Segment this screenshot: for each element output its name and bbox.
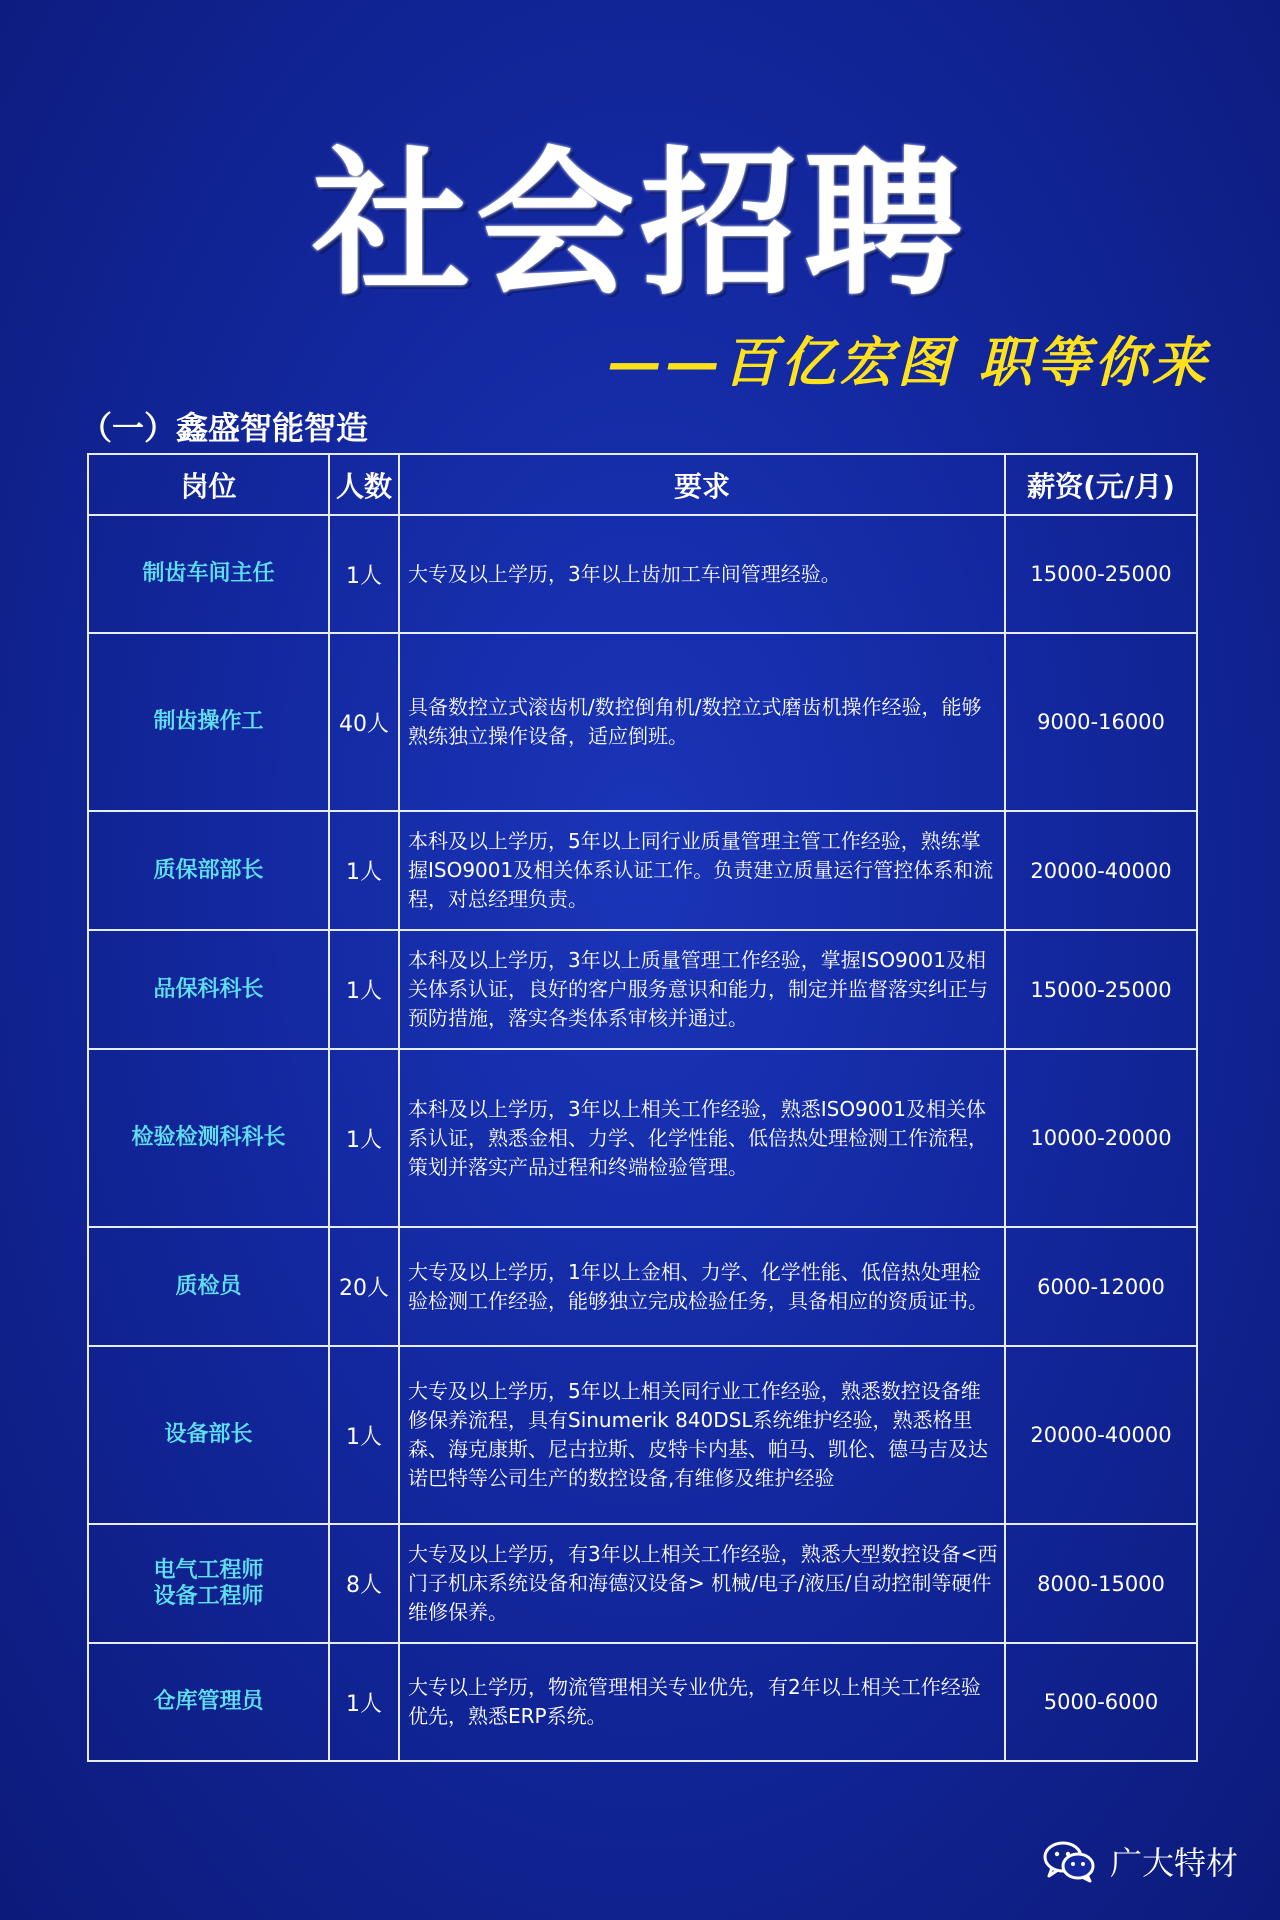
count-cell: 40人: [329, 633, 399, 811]
table-row: [88, 1227, 1197, 1346]
header-requirement: 要求: [399, 454, 1005, 515]
position-cell: 制齿车间主任: [88, 515, 329, 633]
count-cell: 1人: [329, 1643, 399, 1761]
salary-cell: 15000-25000: [1005, 515, 1197, 633]
account-name: 广大特材: [1109, 1844, 1238, 1882]
salary-cell: 20000-40000: [1005, 811, 1197, 930]
salary-cell: 5000-6000: [1005, 1643, 1197, 1761]
requirement-cell: 大专以上学历，物流管理相关专业优先，有2年以上相关工作经验优先，熟悉ERP系统。: [399, 1643, 1005, 1761]
page-title: 社会招聘: [312, 133, 968, 317]
position-line: 设备工程师: [153, 1583, 264, 1609]
position-line: 电气工程师: [153, 1557, 264, 1583]
slogan: ——百亿宏图 职等你来: [607, 330, 1210, 394]
table-row: [88, 633, 1197, 811]
count-cell: 8人: [329, 1524, 399, 1643]
requirement-cell: 大专及以上学历，有3年以上相关工作经验，熟悉大型数控设备<西门子机床系统设备和海德汉设备> 机械/电子/液压/自动控制等硬件维修保养。: [399, 1524, 1005, 1643]
salary-cell: 9000-16000: [1005, 633, 1197, 811]
table-row: [88, 515, 1197, 633]
position-cell: 质检员: [88, 1227, 329, 1346]
position-cell: [88, 1524, 329, 1643]
table-row: [88, 1524, 1197, 1643]
requirement-cell: 本科及以上学历，5年以上同行业质量管理主管工作经验，熟练掌握ISO9001及相关体系认证工作。负责建立质量运行管控体系和流程，对总经理负责。: [399, 811, 1005, 930]
position-cell: 仓库管理员: [88, 1643, 329, 1761]
position-cell: 设备部长: [88, 1346, 329, 1524]
wechat-icon: [1042, 1839, 1098, 1883]
requirement-cell: 本科及以上学历，3年以上质量管理工作经验，掌握ISO9001及相关体系认证，良好的客户服务意识和能力，制定并监督落实纠正与预防措施，落实各类体系审核并通过。: [399, 930, 1005, 1049]
header-salary: 薪资(元/月): [1005, 454, 1197, 515]
table-row: [88, 1346, 1197, 1524]
requirement-cell: 大专及以上学历，5年以上相关同行业工作经验，熟悉数控设备维修保养流程，具有Sinumerik 840DSL系统维护经验，熟悉格里森、海克康斯、尼古拉斯、皮特卡内基、帕马、凯伦、德马吉及达诺巴特等公司生产的数控设备,有维修及维护经验: [399, 1346, 1005, 1524]
position-cell: 检验检测科科长: [88, 1049, 329, 1227]
header-position: 岗位: [88, 454, 329, 515]
requirement-cell: 大专及以上学历，1年以上金相、力学、化学性能、低倍热处理检验检测工作经验，能够独立完成检验任务，具备相应的资质证书。: [399, 1227, 1005, 1346]
salary-cell: 8000-15000: [1005, 1524, 1197, 1643]
count-cell: 20人: [329, 1227, 399, 1346]
count-cell: 1人: [329, 930, 399, 1049]
salary-cell: 15000-25000: [1005, 930, 1197, 1049]
table-row: [88, 811, 1197, 930]
table-header-row: [88, 454, 1197, 515]
requirement-cell: 具备数控立式滚齿机/数控倒角机/数控立式磨齿机操作经验，能够熟练独立操作设备，适应倒班。: [399, 633, 1005, 811]
requirement-cell: 本科及以上学历，3年以上相关工作经验，熟悉ISO9001及相关体系认证，熟悉金相、力学、化学性能、低倍热处理检测工作流程，策划并落实产品过程和终端检验管理。: [399, 1049, 1005, 1227]
salary-cell: 10000-20000: [1005, 1049, 1197, 1227]
count-cell: 1人: [329, 811, 399, 930]
count-cell: 1人: [329, 1049, 399, 1227]
salary-cell: 20000-40000: [1005, 1346, 1197, 1524]
table-row: [88, 1643, 1197, 1761]
header-count: 人数: [329, 454, 399, 515]
footer: [1042, 1838, 1238, 1884]
salary-cell: 6000-12000: [1005, 1227, 1197, 1346]
position-cell: 质保部部长: [88, 811, 329, 930]
section-title: （一）鑫盛智能智造: [80, 409, 369, 447]
requirement-cell: 大专及以上学历，3年以上齿加工车间管理经验。: [399, 515, 1005, 633]
table-row: [88, 930, 1197, 1049]
count-cell: 1人: [329, 515, 399, 633]
table-row: [88, 1049, 1197, 1227]
job-table: [87, 453, 1198, 1762]
position-cell: 制齿操作工: [88, 633, 329, 811]
position-cell: 品保科科长: [88, 930, 329, 1049]
count-cell: 1人: [329, 1346, 399, 1524]
